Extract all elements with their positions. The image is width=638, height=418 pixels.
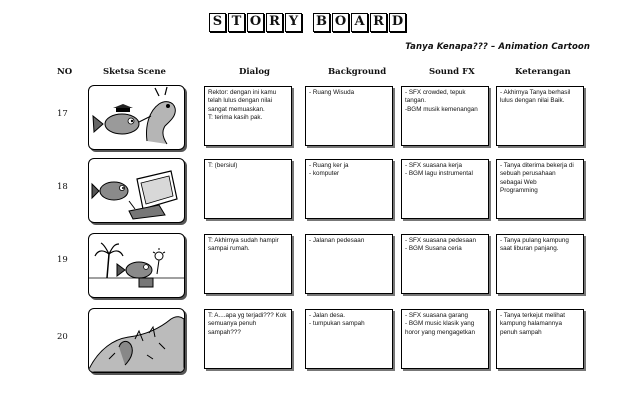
sound-cell: - SFX suasana pedesaan - BGM Susana ceria: [401, 234, 489, 294]
title-letter: T: [228, 13, 245, 32]
sketch-scene-18: [88, 158, 185, 223]
sound-cell: - SFX suasana garang - BGM music klasik yang horor yang mengagetkan: [401, 309, 489, 369]
sound-cell: - SFX crowded, tepuk tangan. -BGM musik kemenangan: [401, 86, 489, 146]
background-cell: - Jalan desa. - tumpukan sampah: [305, 309, 393, 369]
background-cell: - Ruang ker ja - komputer: [305, 159, 393, 219]
title-letter: D: [389, 13, 406, 32]
title-letter: B: [313, 13, 330, 32]
fish-computer-icon: [89, 159, 184, 222]
fish-graduation-icon: [89, 86, 184, 149]
subtitle: Tanya Kenapa??? – Animation Cartoon: [405, 42, 590, 52]
title-letter: R: [266, 13, 283, 32]
row-number: 20: [57, 332, 68, 342]
header-note: Keterangan: [515, 67, 571, 77]
header-background: Background: [328, 67, 387, 77]
garbage-heap-icon: [89, 309, 184, 372]
sketch-scene-19: [88, 233, 185, 298]
background-cell: - Jalanan pedesaan: [305, 234, 393, 294]
fish-village-icon: [89, 234, 184, 297]
title-letter: O: [332, 13, 349, 32]
title-letter: Y: [285, 13, 302, 32]
sound-cell: - SFX suasana kerja - BGM lagu instrumental: [401, 159, 489, 219]
title-letter: R: [370, 13, 387, 32]
title-letter: S: [209, 13, 226, 32]
header-dialog: Dialog: [239, 67, 270, 77]
header-sound: Sound FX: [429, 67, 475, 77]
title-letter: A: [351, 13, 368, 32]
dialog-cell: T: (bersiul): [204, 159, 292, 219]
row-number: 18: [57, 182, 68, 192]
row-number: 17: [57, 109, 68, 119]
note-cell: - Tanya pulang kampung saat liburan panjang.: [496, 234, 584, 294]
sketch-scene-20: [88, 308, 185, 373]
title-letter: O: [247, 13, 264, 32]
row-number: 19: [57, 255, 68, 265]
dialog-cell: T: Akhirnya sudah hampir sampai rumah.: [204, 234, 292, 294]
header-no: NO: [57, 67, 73, 77]
note-cell: - Tanya diterima bekerja di sebuah perusahaan sebagai Web Programming: [496, 159, 584, 219]
dialog-cell: Rektor: dengan ini kamu telah lulus dengan nilai sangat memuaskan. T: terima kasih pak.: [204, 86, 292, 146]
header-sketch: Sketsa Scene: [103, 67, 166, 77]
background-cell: - Ruang Wisuda: [305, 86, 393, 146]
note-cell: - Tanya terkejut melihat kampung halamannya penuh sampah: [496, 309, 584, 369]
storyboard-title: [209, 13, 406, 32]
sketch-scene-17: [88, 85, 185, 150]
note-cell: - Akhirnya Tanya berhasil lulus dengan nilai Baik.: [496, 86, 584, 146]
dialog-cell: T: A....apa yg terjadi??? Kok semuanya penuh sampah???: [204, 309, 292, 369]
